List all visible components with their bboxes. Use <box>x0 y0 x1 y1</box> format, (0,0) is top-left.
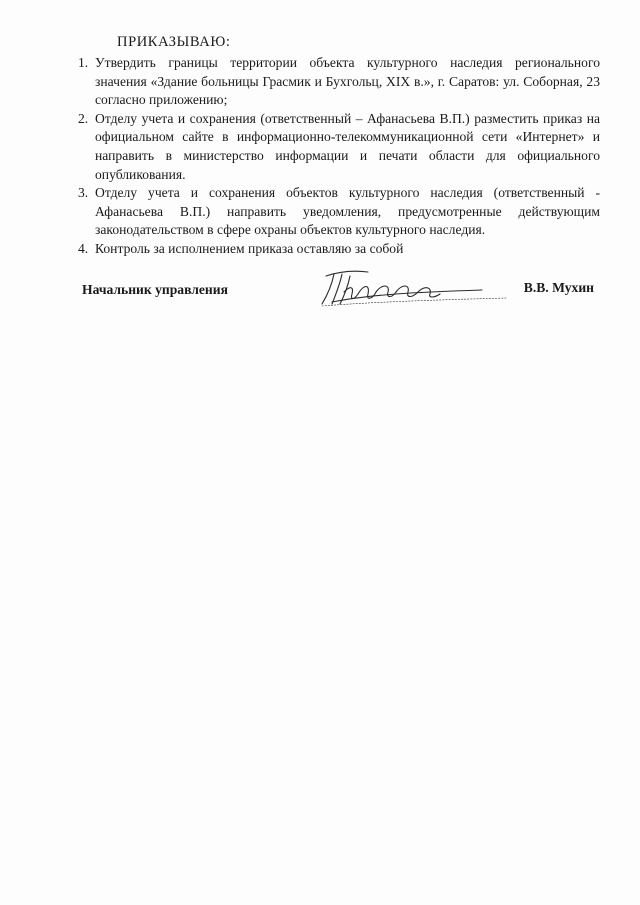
order-item-text: Отделу учета и сохранения (ответственный – Афанасьева В.П.) разместить приказ на официальном сайте в информационно-телекоммуникационной сети «Интернет» и направить в министерство информации и печати области для официального опубликования. <box>95 110 600 182</box>
order-item-text: Отделу учета и сохранения объектов культурного наследия (ответственный - Афанасьева В.П.) направить уведомления, предусмотренные действующим законодательством в сфере охраны объектов культурного наследия. <box>95 185 600 238</box>
order-item-2 <box>78 110 600 184</box>
order-item-1 <box>78 54 600 110</box>
signature-block <box>82 282 594 312</box>
signatory-position: Начальник управления <box>82 282 228 297</box>
order-item-number: 3. <box>78 185 89 201</box>
order-item-number: 2. <box>78 110 89 126</box>
signatory-name: В.В. Мухин <box>523 280 594 295</box>
order-item-text: Утвердить границы территории объекта культурного наследия регионального значения «Здание больницы Грасмик и Бухгольц, XIX в.», г. Саратов: ул. Соборная, 23 согласно приложению; <box>95 55 600 108</box>
order-item-number: 4. <box>78 240 89 256</box>
order-items-list <box>78 54 600 259</box>
order-heading: ПРИКАЗЫВАЮ: <box>117 34 231 50</box>
handwritten-signature-icon <box>292 266 522 312</box>
order-item-4 <box>78 240 600 259</box>
order-item-number: 1. <box>78 55 89 70</box>
order-item-3 <box>78 184 600 240</box>
order-item-text: Контроль за исполнением приказа оставляю за собой <box>95 240 404 256</box>
